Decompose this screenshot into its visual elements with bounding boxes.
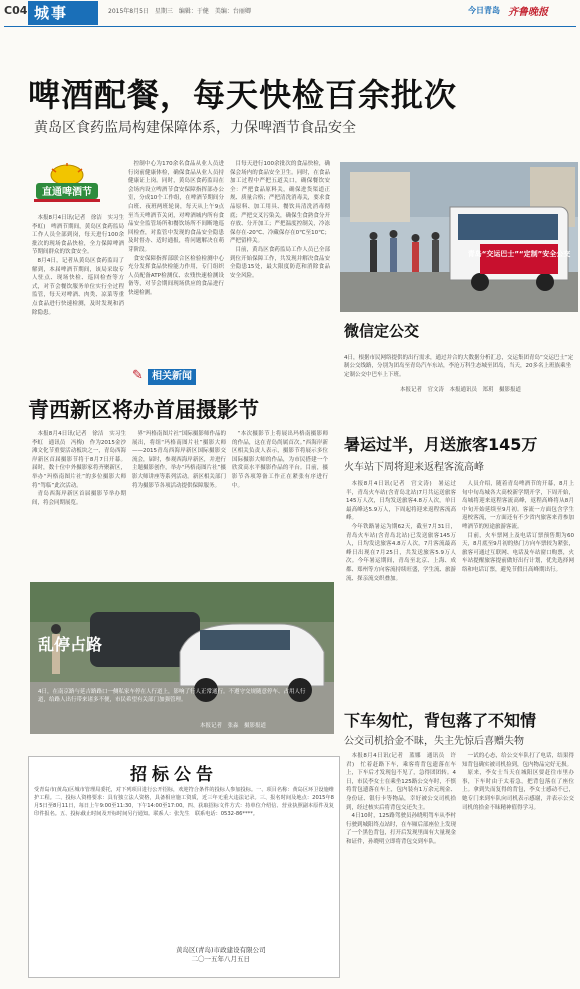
transport-subhead: 火车站下周将迎来返程客流高峰 <box>344 462 484 473</box>
lead-paragraph: 目每天进行100余批次的食品快检，确保会场内的食品安全卫生。同时，在食品加工过程中严把五道关口，确保餐饮安全：严把食品原料关，确保进货渠道正规、质量合格；严把清洗消毒关，要求食品原料、加工用具、餐饮具清洗消毒彻底；严把交叉污染关，确保生食熟食分开存放、分开加工；严把温度控制关，冷冻保存在-20℃、冷藏保存在0℃至10℃；严把留样关。 <box>230 161 330 245</box>
parking-photo <box>30 582 334 734</box>
lost-bag-paragraph: 一试的心态，给公交车队打了电话，结果得知背包确实被司机捡到，包内物品完好无损。 <box>462 753 574 768</box>
related-paragraph: 界“玛格南图片社”国际摄影师作品的展出，将组“玛格南图片社”摄影大师——2015青岛西海岸新区国际摄影交流会，届时，参观西海岸新区，并进行主题摄影创作，举办“玛格南图片社”摄影大师讲座等系列活动。新区相关部门将为摄影节各项活动提供保障服务。 <box>132 431 226 489</box>
page-number: C04 <box>4 4 28 17</box>
date-line: 2015年8月5日 星期三 编辑：于健 美编：台丽卿 <box>108 8 251 15</box>
lead-column-2 <box>128 160 224 298</box>
lead-subhead: 黄岛区食药监局构建保障体系，力保啤酒节食品安全 <box>34 120 356 136</box>
transport-paragraph: 人员介绍，随着青岛啤酒节的开幕，8月上旬中旬岛城各大高校新学期开学，下周开始，岛城将迎来返程客流高峰，返程高峰将从8月中旬开始延续至9月初。客流一方面包含学生返校客流，一方面还有不少省内旅客来青参加啤酒节的短途旅游客流。 <box>462 481 574 530</box>
transport-headline: 暑运过半，月送旅客145万 <box>344 435 538 454</box>
transport-paragraph: 今年铁路暑运为期62天，截至7月31日，青岛火车站(含青岛北站)已发送旅客145万人，日均发送旅客4.8万人次，7月客流最高峰日出现在7月25日，共发送旅客5.9万人次。今年暑运期间，青岛至北京、上海、成都、郑州等方向客流持续旺盛，学生流、旅游流、探亲流交织叠加。 <box>346 523 457 582</box>
transport-paragraph: 目前，火车票网上及电话订票预售期为60天，8月底至9月初的热门方向车票较为紧张，旅客可通过互联网、电话及车站窗口购票，火车站提醒旅客提前做好出行计划，优先选择网络和电话订票，避免节假日高峰期出行。 <box>462 532 574 573</box>
lead-paragraph: 本报8月4日讯(记者 徐洁 实习生 李虹) 啤酒节期间，黄岛区食药监局工作人员全部到岗，每天进行100余批次的现场食品快检，全力保障啤酒节期间群众的饮食安全。 <box>32 215 130 256</box>
related-column-2 <box>132 430 226 490</box>
lost-bag-headline: 下车匆忙，背包落了不知情 <box>344 711 537 730</box>
tender-title: 招标公告 <box>130 765 218 785</box>
custom-bus-photo <box>340 162 578 312</box>
related-news-tag <box>132 368 202 386</box>
pencil-icon: ✎ <box>132 368 143 383</box>
parking-headline: 乱停占路 <box>38 635 103 654</box>
lead-headline: 啤酒配餐，每天快检百余批次 <box>28 76 458 114</box>
weixin-headline: 微信定公交 <box>344 322 420 340</box>
transport-column-1 <box>346 480 456 583</box>
weixin-credit: 本报记者 官文涛 本报通讯员 郑玥 摄影报道 <box>400 387 522 393</box>
tender-signature: 黄岛区(青岛)市政建设有限公司 二〇一五年八月五日 <box>176 946 266 963</box>
lead-paragraph: 8月4日，记者从黄岛区食药监局了解到，本届啤酒节期间，该局采取专人驻点、现场快检、巡回检查等方式，对节会餐饮服务单位实行全过程监管，每天对啤酒、肉类、凉菜等重点食品进行快速检测，及时发现和消除隐患。 <box>32 257 124 316</box>
related-paragraph: 本报8月4日讯(记者 徐洁 实习生 李虹 通讯员 冯梅) 作为2015金沙滩文化节重要活动板块之一，青岛西海岸新区首届摄影节将于8月7日开幕。届时，数十位中外摄影家将齐聚新区，举办“玛格南图片社”的多位摄影大师将“驾临”此次活动。 <box>32 431 132 489</box>
badge-sun-icon <box>51 165 83 185</box>
lost-bag-paragraph: 本报8月4日讯(记者 蓝娜 通讯员 许君) 忙着赶路下车，乘客将背包遗落在车上，下车后才发现包不见了，急得团团转。4日，市民李女士在乘坐125路公交车时，不慎将背包遗落在车上，包内装有1万余元现金、身份证、银行卡等物品，幸好被公交司机拾到，经过核实后将背包交还失主。 <box>346 753 456 811</box>
related-headline: 青西新区将办首届摄影节 <box>28 398 259 422</box>
weixin-caption: 4日，根据市民网络提供的出行需求，通过并合的大数据分析汇总，交运集团青岛“交运巴士”定制公交线路，分别为团岛至青岛汽车东站，李沧万科生态城至团岛，当天，20多名上班族乘坐定制公交中巴车上下班。 <box>344 355 574 378</box>
lead-column-3 <box>230 160 330 280</box>
related-paragraph: 青岛西海岸新区首届摄影节举办期间，将会同期展览。 <box>32 491 126 506</box>
related-column-1 <box>32 430 132 507</box>
parking-credit: 本报记者 张淼 摄影报道 <box>200 723 267 729</box>
lost-bag-paragraph: 原来，李女士当天在城阳区要赶往市里办事，下车时由于太着急，把背包落在了座位上。拿到失而复得的背包，李女士感动不已，她专门来到车队向司机表示感谢，并表示公交司机的拾金不昧精神值得学习。 <box>462 770 574 811</box>
transport-paragraph: 本报8月4日讯(记者 官文涛) 暑运过半，青岛火车站(含青岛北站)7月共运送旅客145万人次，日均发送旅客4.8万人次，单日最高峰达5.9万人，下周起将迎来返程客流高峰。 <box>346 481 456 522</box>
related-paragraph: “本次摄影节上将展出玛格南摄影师的作品，这在青岛尚属首次。”西海岸新区相关负责人表示，摄影节将展示多位国际摄影大师的作品，为市民搭建一个欣赏高水平摄影作品的平台。目前，摄影节各项筹备工作正在紧张有序进行中。 <box>232 431 328 489</box>
transport-column-2 <box>462 480 574 575</box>
bus-windshield <box>458 214 558 240</box>
related-news-label: 相关新闻 <box>148 369 196 385</box>
badge-text: 直通啤酒节 <box>42 187 92 198</box>
brand-small: 今日青岛 <box>468 6 500 15</box>
bus-sign-text: 青岛“交运巴士”“定制”安全公交 <box>467 250 571 258</box>
page-header <box>0 0 580 26</box>
parking-caption: 4日，在南京路与延吉路路口一侧私家车停在人行道上，影响了行人正常通行。不遵守交规随意停车、占用人行道，给路人出行带来诸多不便，市民希望有关部门加强管理。 <box>38 689 306 703</box>
lead-paragraph: 食安保障指挥部联合区检验检测中心充分发挥食品快检能力作用，专门组织人员配备ATP检测仪、农残快速检测设备等，对节会期间现场供应的食品进行快速检测。 <box>128 255 224 296</box>
tender-body: 受青岛市(黄岛)区城市管理局委托，对下列项目进行公开招标，欢迎符合条件的投标人参加投标。一、项目名称：黄岛区环卫设施维护工程。二、投标人资格要求：具有独立法人资格，具备相应施工资质，近三年无重大违法记录。三、报名时间及地点：2015年8月5日至8月11日，每日上午9:00至11:30，下午14:00至17:00。四、获取招标文件方式：持单位介绍信、营业执照副本原件及复印件报名。五、投标截止时间及开标时间另行通知。联系人：张先生 联系电话：0532-86****。 <box>34 787 334 817</box>
lost-bag-column-2 <box>462 752 574 812</box>
lead-paragraph: 目前，黄岛区食药监局工作人员已全部到位开始保障工作，共发现并解决食品安全隐患15处，最大限度防范和消除食品安全风险。 <box>230 246 330 279</box>
header-rule <box>4 26 576 27</box>
bus-sign-board <box>480 244 558 274</box>
section-label: 城事 <box>28 1 98 25</box>
lead-paragraph: 控制中心为170余名食品从业人员进行岗前健康体检，确保食品从业人员持健康证上岗。同时，黄岛区食药监局在会场内设立啤酒节食安保障指挥部办公室，分成10个工作组，在啤酒节期间分白班、夜班两班轮岗，每天从上午9点至当天啤酒节关闭，对啤酒城内所有食品安全监管场所和餐饮场所不间断地巡回检查，对监管中发现的食品安全隐患及时督办、适时通报，将问题解决在萌芽阶段。 <box>128 161 224 253</box>
brand-name: 齐鲁晚报 <box>508 7 548 18</box>
lost-bag-subhead: 公交司机拾金不昧，失主先惊后喜赠失物 <box>344 736 524 747</box>
lost-bag-column-1 <box>346 752 456 847</box>
lost-bag-paragraph: 4日10时，125路驾驶员孙晓明驾车从李村行驶到城阳终点站时，在车厢后部座位上发现了一个黑色背包，打开后发现里面有大量现金和证件，孙晓明立即将背包交到车队。 <box>346 813 457 845</box>
lead-column-1 <box>32 214 130 317</box>
related-column-3 <box>232 430 328 490</box>
beer-festival-badge <box>30 163 104 207</box>
